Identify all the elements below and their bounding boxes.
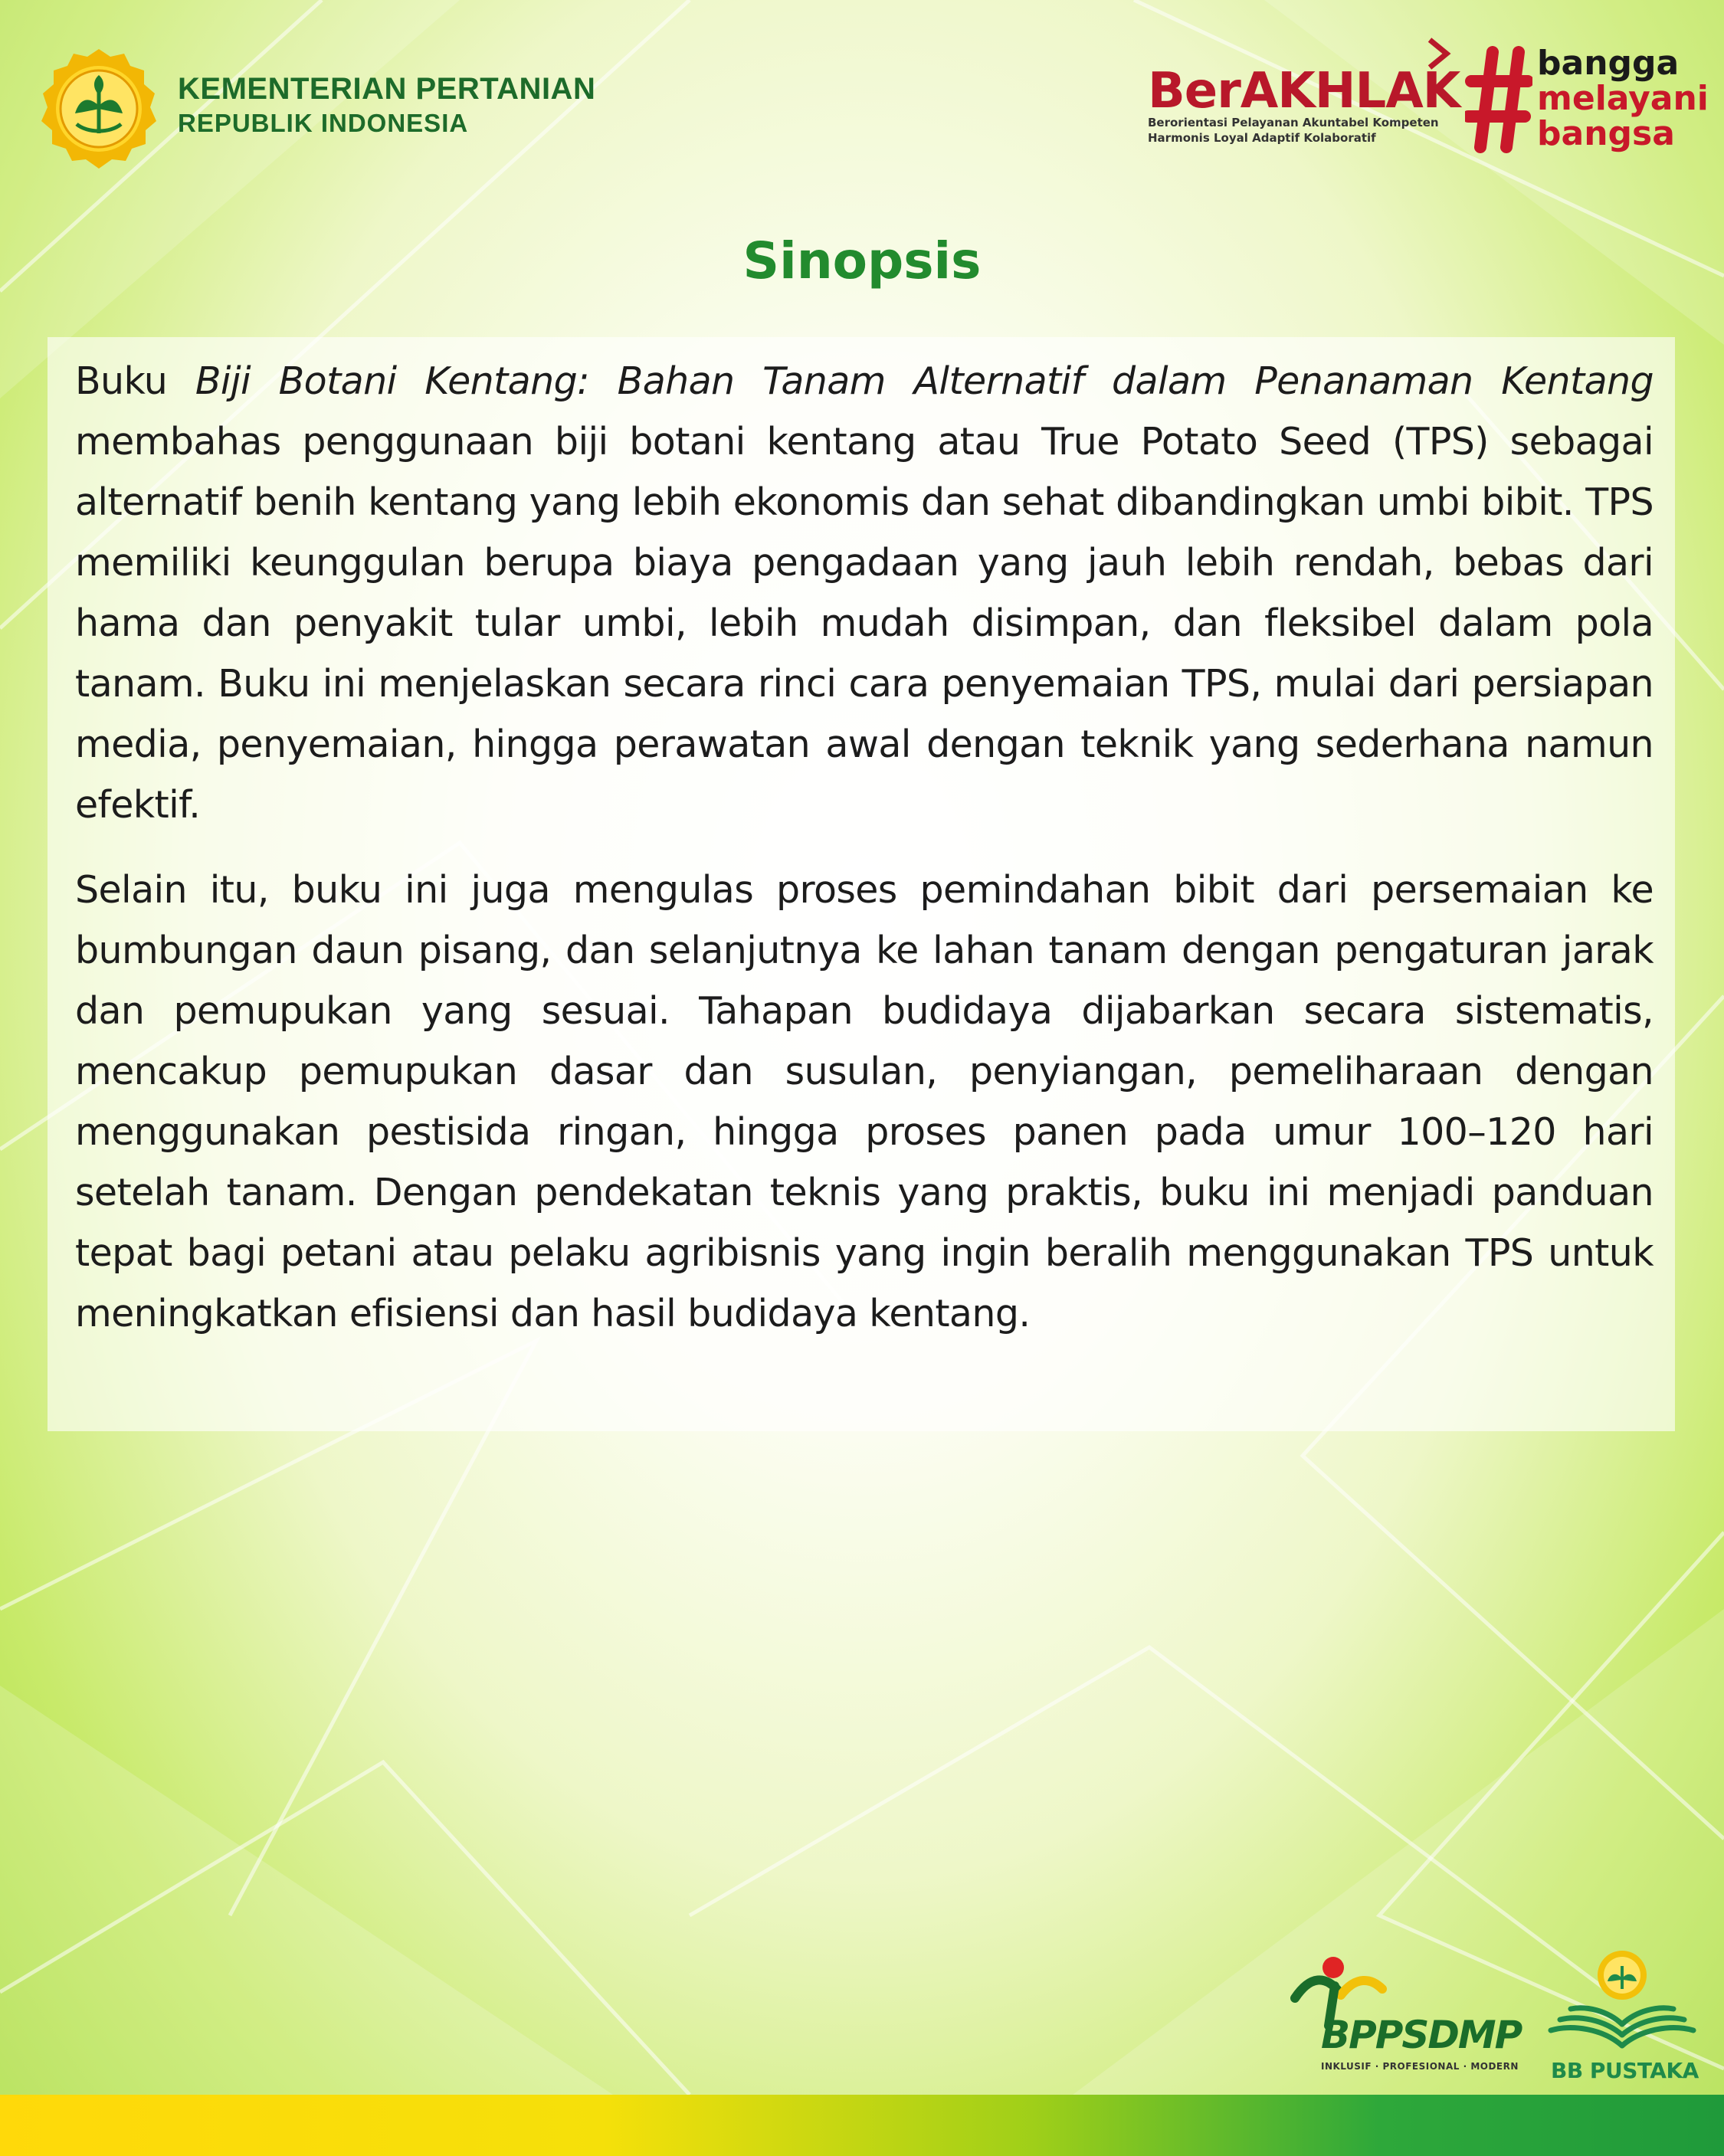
bangga-line-2: melayani [1537, 79, 1709, 118]
bangga-melayani-bangsa-logo [1465, 34, 1710, 156]
ministry-name: KEMENTERIAN PERTANIAN [178, 72, 596, 106]
page-header [0, 0, 1724, 176]
kementan-logo [37, 48, 161, 172]
bppsdmp-tagline: INKLUSIF · PROFESIONAL · MODERN [1321, 2061, 1519, 2072]
book-title: Biji Botani Kentang: Bahan Tanam Alternatif dalam Penanaman Kentang [195, 359, 1654, 403]
berakhlak-tagline [1148, 115, 1439, 146]
hashtag-icon [1465, 46, 1532, 153]
synopsis-body [75, 351, 1654, 1368]
berakhlak-wordmark: BerAKHLAK [1148, 63, 1460, 120]
paragraph-1-text: membahas penggunaan biji botani kentang atau True Potato Seed (TPS) sebagai alternatif benih kentang yang lebih ekonomis dan sehat dibandingkan umbi bibit. TPS memiliki keunggulan berupa biaya pengadaan yang jauh lebih rendah, bebas dari hama dan penyakit tular umbi, lebih mudah disimpan, dan fleksibel dalam pola tanam. Buku ini menjelaskan secara rinci cara penyemaian TPS, mulai dari persiapan media, penyemaian, hingga perawatan awal dengan teknik yang sederhana namun efektif. [75, 420, 1654, 827]
berakhlak-tagline-line-2: Harmonis Loyal Adaptif Kolaboratif [1148, 131, 1376, 145]
bbpustaka-name: BB PUSTAKA [1551, 2058, 1699, 2083]
synopsis-paragraph-1 [75, 351, 1654, 835]
ministry-text [178, 70, 595, 139]
berakhlak-logo [1148, 34, 1460, 156]
bangga-line-3: bangsa [1537, 114, 1675, 153]
bangga-line-1: bangga [1537, 44, 1680, 83]
bottom-color-bar [0, 2095, 1724, 2156]
synopsis-paragraph-2: Selain itu, buku ini juga mengulas proses pemindahan bibit dari persemaian ke bumbungan daun pisang, dan selanjutnya ke lahan tanam dengan pengaturan jarak dan pemupukan yang sesuai. Tahapan budidaya dijabarkan secara sistematis, mencakup pemupukan dasar dan susulan, penyiangan, pemeliharaan dengan menggunakan pestisida ringan, hingga proses panen pada umur 100–120 hari setelah tanam. Dengan pendekatan teknis yang praktis, buku ini menjadi panduan tepat bagi petani atau pelaku agribisnis yang ingin beralih menggunakan TPS untuk meningkatkan efisiensi dan hasil budidaya kentang. [75, 868, 1654, 1335]
bbpustaka-logo [1534, 1945, 1707, 2090]
bppsdmp-logo [1280, 1952, 1532, 2090]
berakhlak-tagline-line-1: Berorientasi Pelayanan Akuntabel Kompeten [1148, 116, 1439, 129]
paragraph-1-prefix: Buku [75, 359, 195, 403]
bppsdmp-name: BPPSDMP [1321, 2013, 1522, 2057]
footer-logos [1280, 1945, 1709, 2090]
page-title: Sinopsis [742, 231, 982, 290]
ministry-subtitle: REPUBLIK INDONESIA [178, 109, 469, 137]
open-book-icon [1542, 1945, 1703, 2059]
bangga-text [1537, 46, 1709, 152]
